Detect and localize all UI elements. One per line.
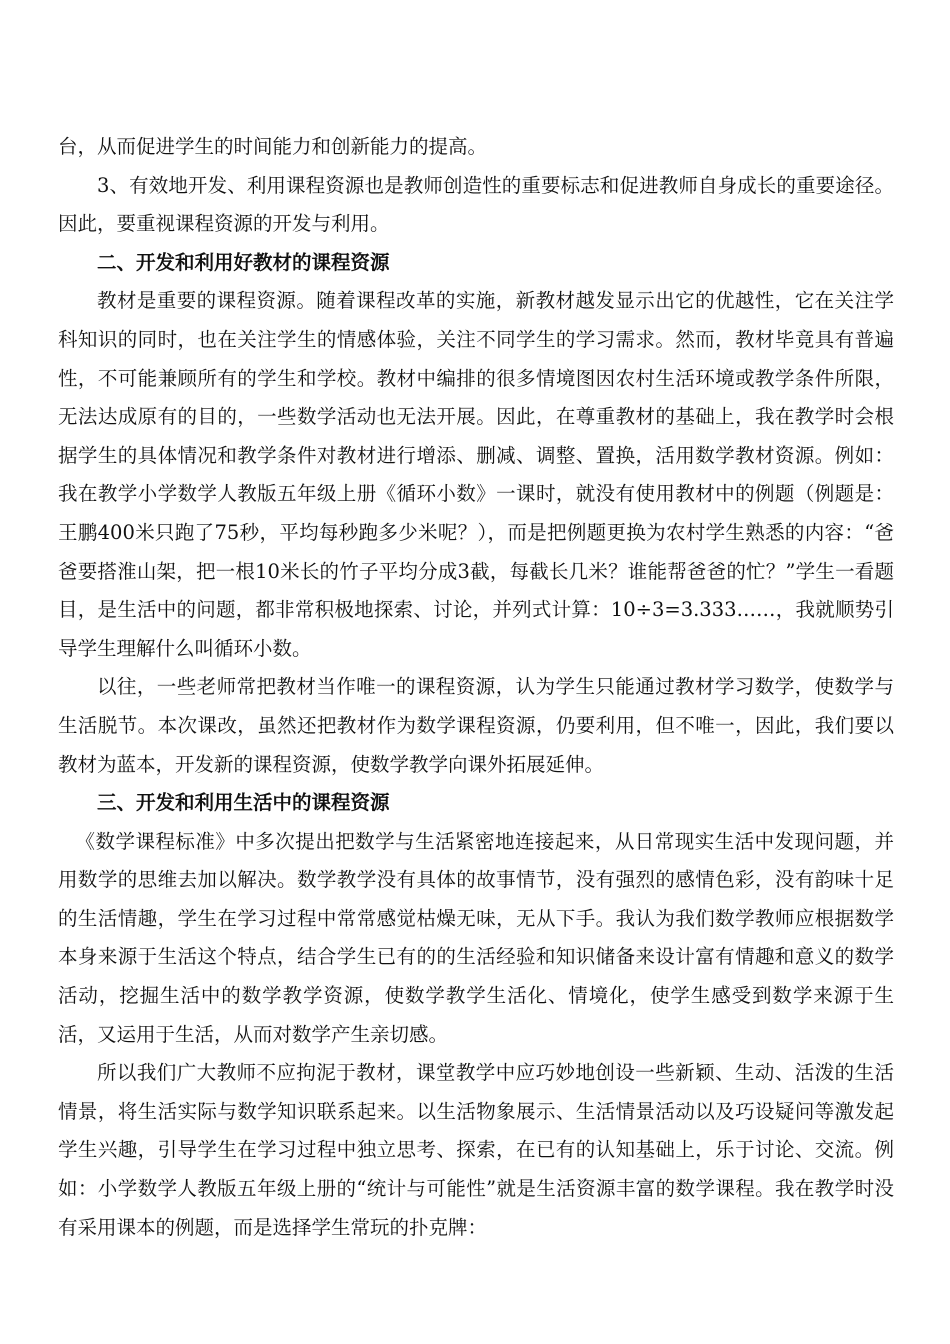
- paragraph-textbook-blueprint: 以往，一些老师常把教材当作唯一的课程资源，认为学生只能通过教材学习数学，使数学与生活脱节。本次课改，虽然还把教材作为数学课程资源，仍要利用，但不唯一，因此，我们要以教材为蓝本，开发新的课程资源，使数学教学向课外拓展延伸。: [58, 675, 894, 776]
- section-heading-2: 二、开发和利用好教材的课程资源: [97, 250, 390, 274]
- paragraph-point-3: 3、有效地开发、利用课程资源也是教师创造性的重要标志和促进教师自身成长的重要途径。因此，要重视课程资源的开发与利用。: [58, 173, 894, 236]
- paragraph-curriculum-standard: 《数学课程标准》中多次提出把数学与生活紧密地连接起来，从日常现实生活中发现问题，并用数学的思维去加以解决。数学教学没有具体的故事情节，没有强烈的感情色彩，没有韵味十足的生活情趣，学生在学习过程中常常感觉枯燥无味，无从下手。我认为我们数学教师应根据数学本身来源于生活这个特点，结合学生已有的的生活经验和知识储备来设计富有情趣和意义的数学活动，挖掘生活中的数学教学资源，使数学教学生活化、情境化，使学生感受到数学来源于生活，又运用于生活，从而对数学产生亲切感。: [58, 829, 894, 1046]
- section-heading-3: 三、开发和利用生活中的课程资源: [97, 791, 390, 815]
- paragraph-textbook-resources: 教材是重要的课程资源。随着课程改革的实施，新教材越发显示出它的优越性，它在关注学科知识的同时，也在关注学生的情感体验，关注不同学生的学习需求。然而，教材毕竟具有普遍性，不可能兼顾所有的学生和学校。教材中编排的很多情境图因农村生活环境或教学条件所限，无法达成原有的目的，一些数学活动也无法开展。因此，在尊重教材的基础上，我在教学时会根据学生的具体情况和教学条件对教材进行增添、删减、调整、置换，活用数学教材资源。例如：我在教学小学数学人教版五年级上册《循环小数》一课时，就没有使用教材中的例题（例题是：王鹏400米只跑了75秒，平均每秒跑多少米呢？），而是把例题更换为农村学生熟悉的内容：“爸爸要搭淮山架，把一根10米长的竹子平均分成3截，每截长几米？谁能帮爸爸的忙？”学生一看题目，是生活中的问题，都非常积极地探索、讨论，并列式计算：10÷3=3.333……，我就顺势引导学生理解什么叫循环小数。: [58, 289, 894, 660]
- paragraph-continuation: 台，从而促进学生的时间能力和创新能力的提高。: [58, 135, 488, 158]
- paragraph-life-scenarios: 所以我们广大教师不应拘泥于教材，课堂教学中应巧妙地创设一些新颖、生动、活泼的生活情景，将生活实际与数学知识联系起来。以生活物象展示、生活情景活动以及巧设疑问等激发起学生兴趣，引导学生在学习过程中独立思考、探索，在已有的认知基础上，乐于讨论、交流。例如：小学数学人教版五年级上册的“统计与可能性”就是生活资源丰富的数学课程。我在教学时没有采用课本的例题，而是选择学生常玩的扑克牌：: [58, 1061, 894, 1239]
- document-body: [58, 128, 894, 1247]
